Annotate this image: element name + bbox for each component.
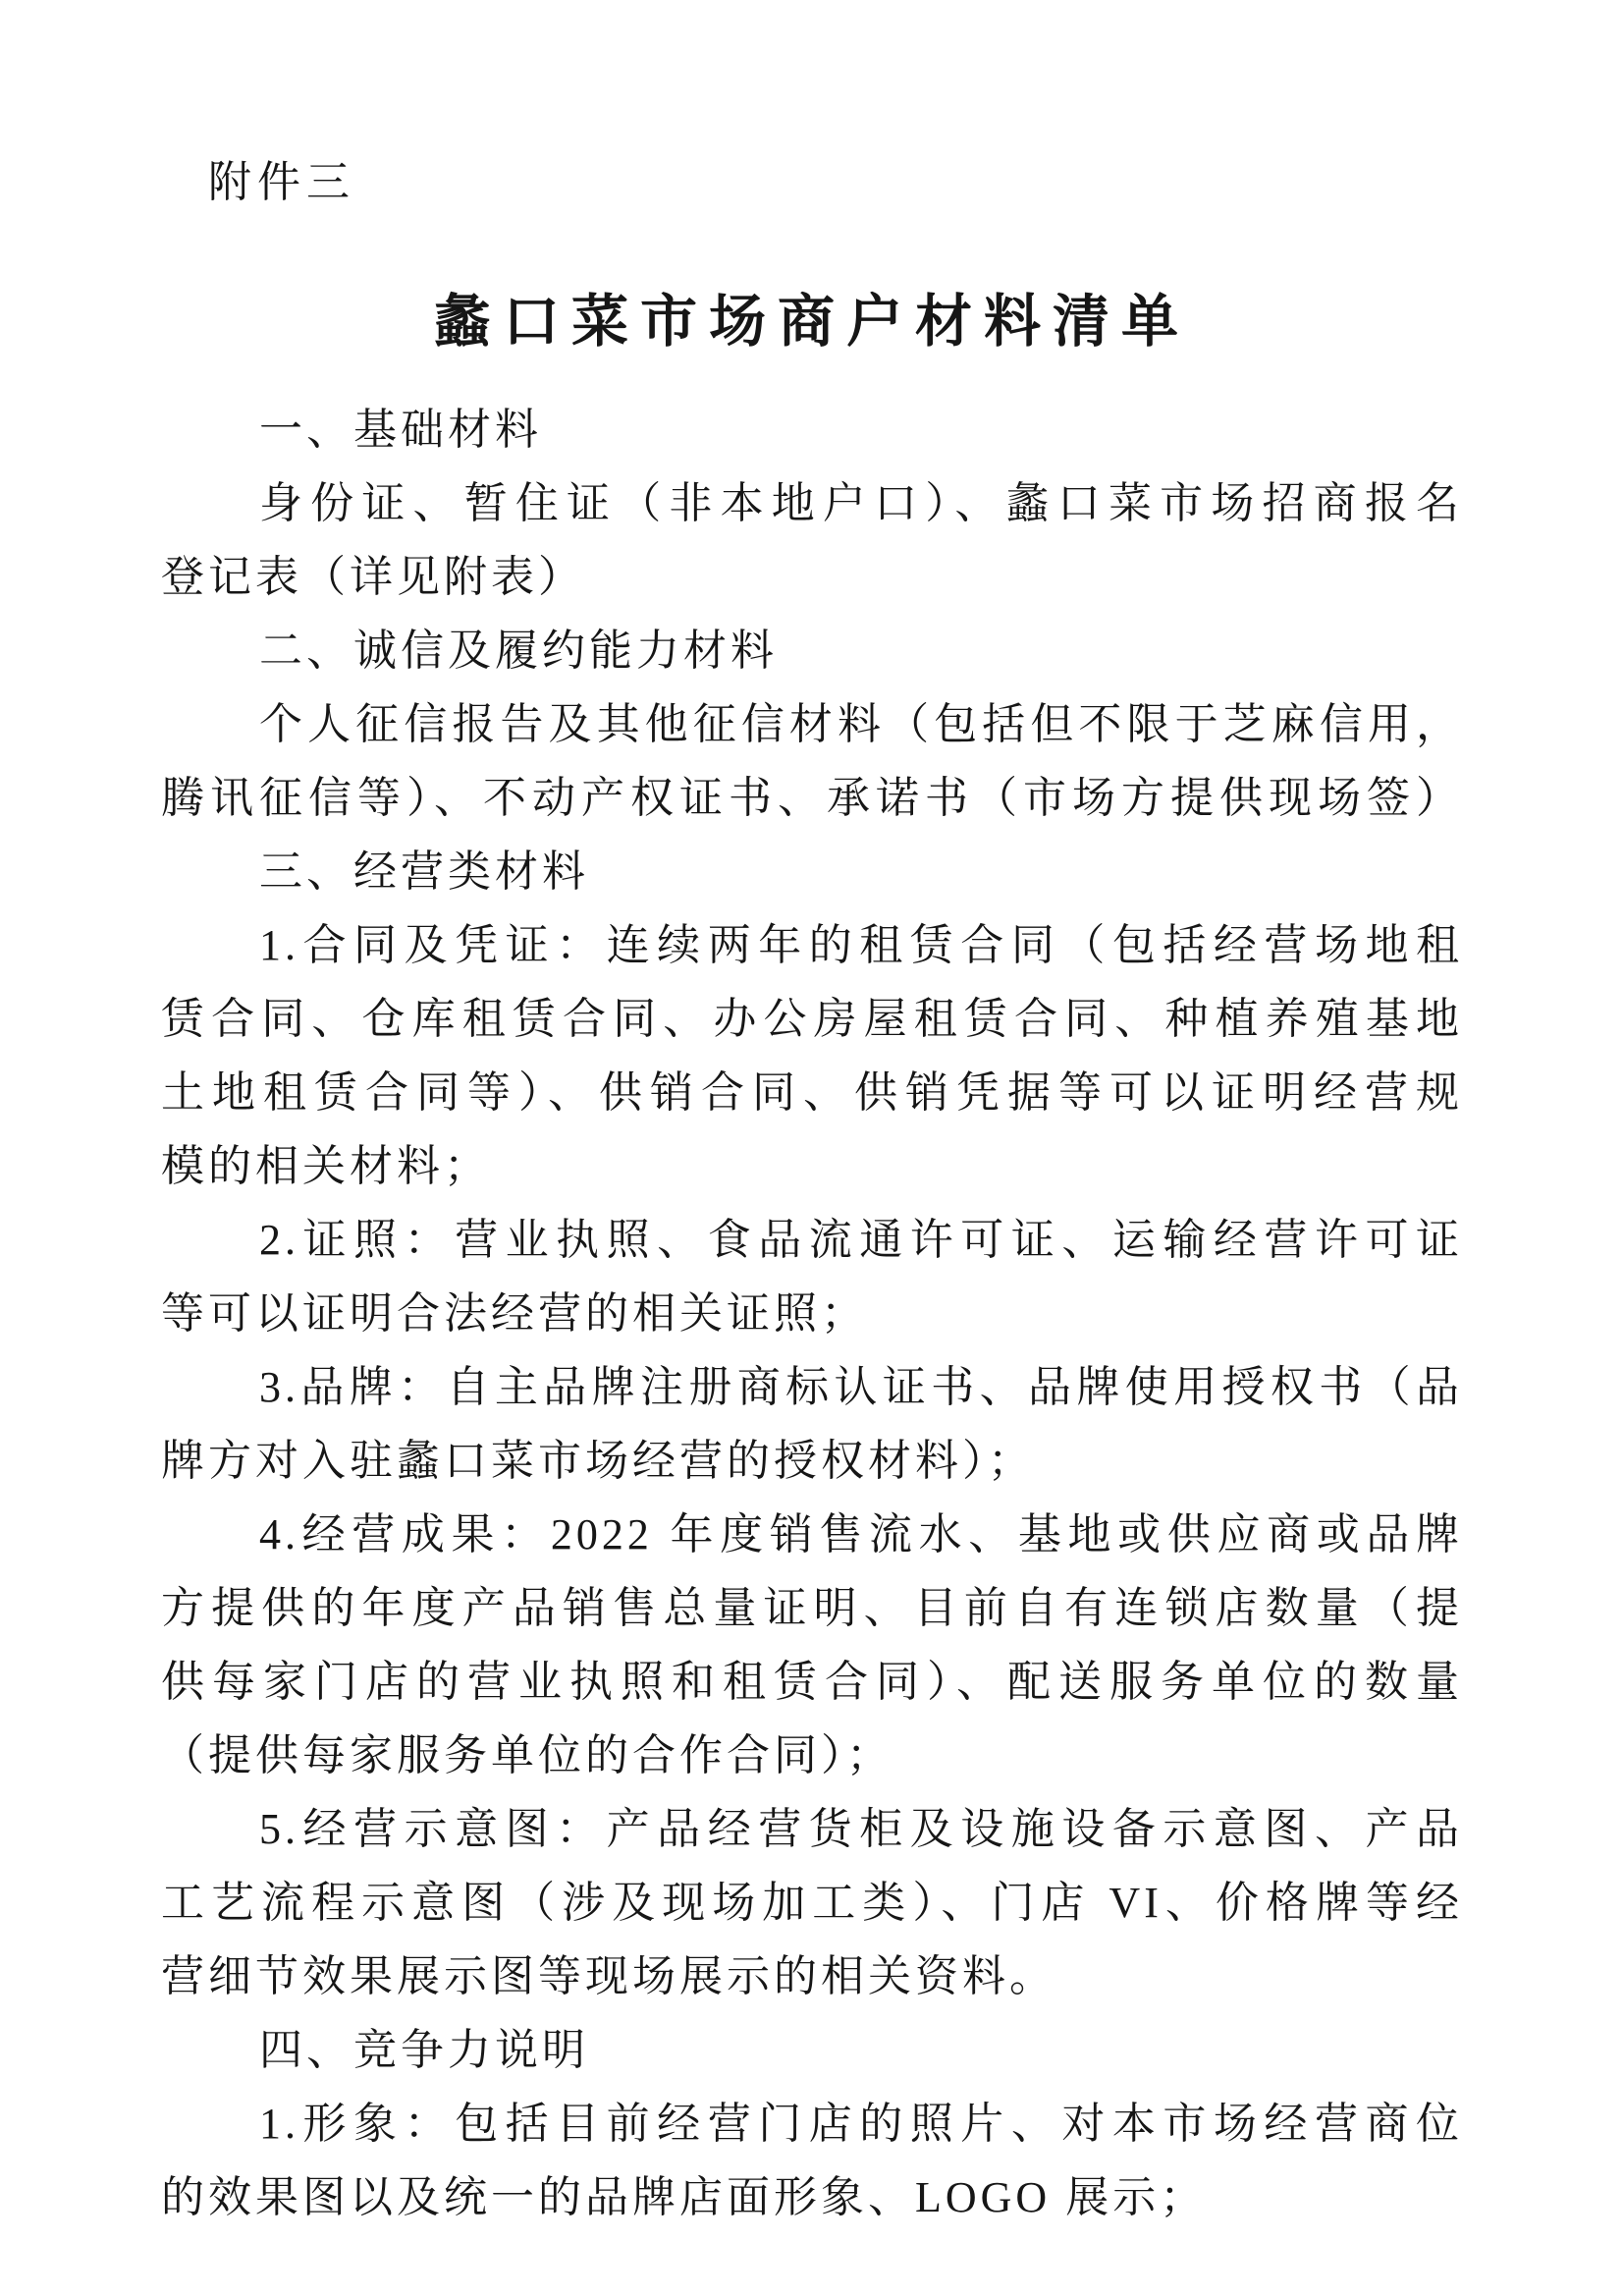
document-body [161,393,1463,2234]
body-text-line: 供每家门店的营业执照和租赁合同）、配送服务单位的数量 [161,1658,1463,1706]
body-text-line: 模的相关材料； [161,1142,491,1190]
body-text-line: 1.形象：包括目前经营门店的照片、对本市场经营商位 [259,2100,1463,2148]
body-text-line: 3.品牌：自主品牌注册商标认证书、品牌使用授权书（品 [259,1363,1463,1411]
section-heading-credit-materials: 二、诚信及履约能力材料 [259,627,778,675]
document-content [161,145,1463,2234]
document-title: 蠡口菜市场商户材料清单 [433,290,1190,354]
body-text-line: 身份证、暂住证（非本地户口）、蠡口菜市场招商报名 [259,479,1463,527]
section-heading-business-materials: 三、经营类材料 [259,847,589,896]
body-text-line: （提供每家服务单位的合作合同）； [161,1731,893,1779]
body-text-line: 个人征信报告及其他征信材料（包括但不限于芝麻信用， [259,700,1463,748]
body-text-line: 工艺流程示意图（涉及现场加工类）、门店 VI、价格牌等经 [161,1879,1463,1927]
body-text-line: 5.经营示意图：产品经营货柜及设施设备示意图、产品 [259,1805,1463,1853]
body-text-line: 等可以证明合法经营的相关证照； [161,1289,868,1338]
body-text-line: 4.经营成果：2022 年度销售流水、基地或供应商或品牌 [259,1510,1463,1558]
attachment-label: 附件三 [208,158,355,206]
body-text-line: 牌方对入驻蠡口菜市场经营的授权材料）； [161,1437,1035,1485]
body-text-line: 腾讯征信等）、不动产权证书、承诺书（市场方提供现场签） [161,774,1463,822]
body-text-line: 2.证照：营业执照、食品流通许可证、运输经营许可证 [259,1216,1463,1264]
body-text-line: 方提供的年度产品销售总量证明、目前自有连锁店数量（提 [161,1584,1463,1632]
section-heading-competitiveness: 四、竞争力说明 [259,2026,589,2074]
body-text-line: 1.合同及凭证：连续两年的租赁合同（包括经营场地租 [259,921,1463,969]
body-text-line: 土地租赁合同等）、供销合同、供销凭据等可以证明经营规 [161,1068,1463,1117]
body-text-line: 赁合同、仓库租赁合同、办公房屋租赁合同、种植养殖基地 [161,995,1463,1043]
body-text-line: 登记表（详见附表） [161,553,585,601]
section-heading-basic-materials: 一、基础材料 [259,406,542,454]
body-text-line: 的效果图以及统一的品牌店面形象、LOGO 展示； [161,2173,1208,2221]
body-text-line: 营细节效果展示图等现场展示的相关资料。 [161,1952,1056,2000]
